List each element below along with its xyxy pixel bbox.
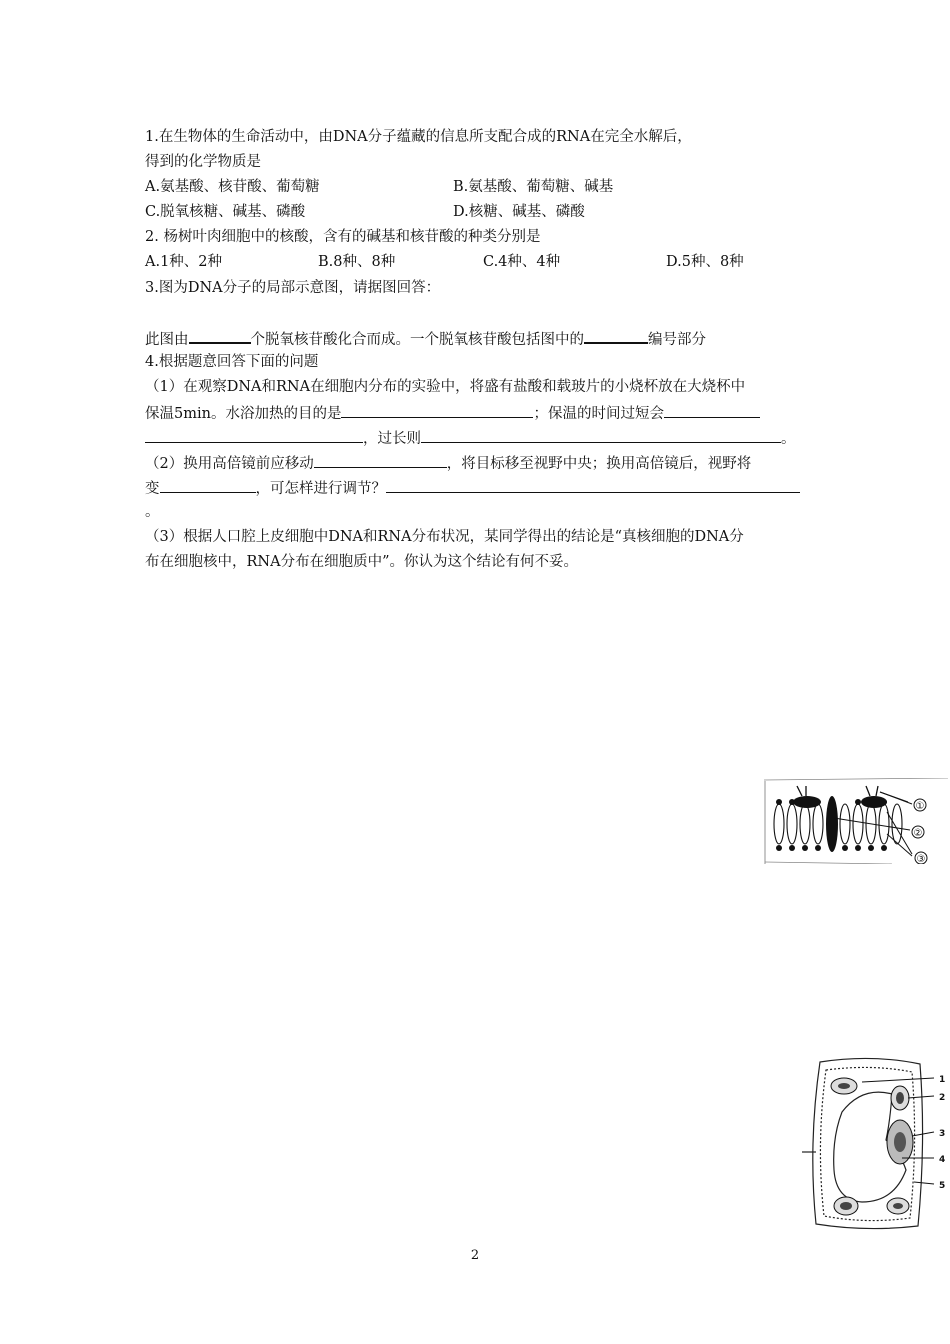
q4-p1-line3 <box>145 428 796 448</box>
q3-fill-text-2: 个脱氧核苷酸化合而成。一个脱氧核苷酸包括图中的 <box>250 332 584 348</box>
q4-p2-text-a: （2）换用高倍镜前应移动 <box>145 456 314 472</box>
membrane-label-3: ③ <box>916 854 926 864</box>
membrane-label-2: ② <box>913 828 923 839</box>
q4-p1-line2 <box>145 403 760 423</box>
q2-stem: 2. 杨树叶肉细胞中的核酸，含有的碱基和核苷酸的种类分别是 <box>145 229 541 245</box>
q4-p1-text-d: 。 <box>781 431 796 447</box>
q4-p1-text-a: 保温5min。水浴加热的目的是 <box>145 406 342 422</box>
q3-fill-text-1: 此图由 <box>145 332 189 348</box>
q4-stem: 4.根据题意回答下面的问题 <box>145 354 319 370</box>
membrane-label-1: ① <box>915 801 925 812</box>
q4-blank-too-short-cont[interactable] <box>145 428 363 443</box>
q2-option-b: B.8种、8种 <box>318 254 396 270</box>
page-number: 2 <box>470 1248 480 1263</box>
q4-p1-text-b: ；保温的时间过短会 <box>533 406 664 422</box>
q3-fill-line <box>145 328 706 349</box>
q2-option-d: D.5种、8种 <box>666 254 744 270</box>
q4-p1-text-c: ，过长则 <box>363 431 421 447</box>
q2-option-a: A.1种、2种 <box>145 254 223 270</box>
q3-fill-text-3: 编号部分 <box>648 332 706 348</box>
q1-option-b: B.氨基酸、葡萄糖、碱基 <box>453 179 614 195</box>
q3-blank-parts[interactable] <box>584 328 648 344</box>
q4-p2-text-b: ，将目标移至视野中央；换用高倍镜后，视野将 <box>446 456 752 472</box>
q4-blank-purpose[interactable] <box>341 403 533 418</box>
q3-blank-count[interactable] <box>189 328 251 344</box>
q2-option-c: C.4种、4种 <box>483 254 561 270</box>
q1-option-d: D.核糖、碱基、磷酸 <box>453 204 585 220</box>
cell-label-4: 4 <box>939 1155 946 1165</box>
q1-stem-line2: 得到的化学物质是 <box>145 154 261 170</box>
q4-p2-text-c: 变 <box>145 481 160 497</box>
membrane-diagram <box>762 778 948 864</box>
q4-blank-adjust[interactable] <box>386 478 800 493</box>
q4-p2-line2 <box>145 478 800 498</box>
cell-label-1: 1 <box>939 1075 946 1085</box>
q4-p2-line3: 。 <box>145 504 160 520</box>
q4-p1-line1: （1）在观察DNA和RNA在细胞内分布的实验中，将盛有盐酸和载玻片的小烧杯放在大烧杯中 <box>145 379 746 395</box>
q4-p3-line2: 布在细胞核中，RNA分布在细胞质中”。你认为这个结论有何不妥。 <box>145 554 578 570</box>
q3-stem: 3.图为DNA分子的局部示意图，请据图回答： <box>145 280 441 296</box>
q4-blank-move[interactable] <box>314 453 447 468</box>
cell-nucleus <box>887 1120 913 1164</box>
cell-label-3: 3 <box>939 1129 946 1139</box>
q4-p2-text-d: ，可怎样进行调节？ <box>255 481 386 497</box>
q4-p2-line1 <box>145 453 751 473</box>
q4-blank-too-long[interactable] <box>421 428 781 443</box>
q4-blank-field-change[interactable] <box>160 478 256 493</box>
q1-option-c: C.脱氧核糖、碱基、磷酸 <box>145 204 306 220</box>
cell-label-5: 5 <box>939 1181 946 1191</box>
q1-stem-line1: 1.在生物体的生命活动中，由DNA分子蕴藏的信息所支配合成的RNA在完全水解后， <box>145 129 692 145</box>
plant-cell-diagram <box>802 1052 948 1234</box>
q1-option-a: A.氨基酸、核苷酸、葡萄糖 <box>145 179 320 195</box>
q4-blank-too-short[interactable] <box>664 403 760 418</box>
q4-p3-line1: （3）根据人口腔上皮细胞中DNA和RNA分布状况，某同学得出的结论是“真核细胞的DNA分 <box>145 529 744 545</box>
cell-label-2: 2 <box>939 1093 946 1103</box>
